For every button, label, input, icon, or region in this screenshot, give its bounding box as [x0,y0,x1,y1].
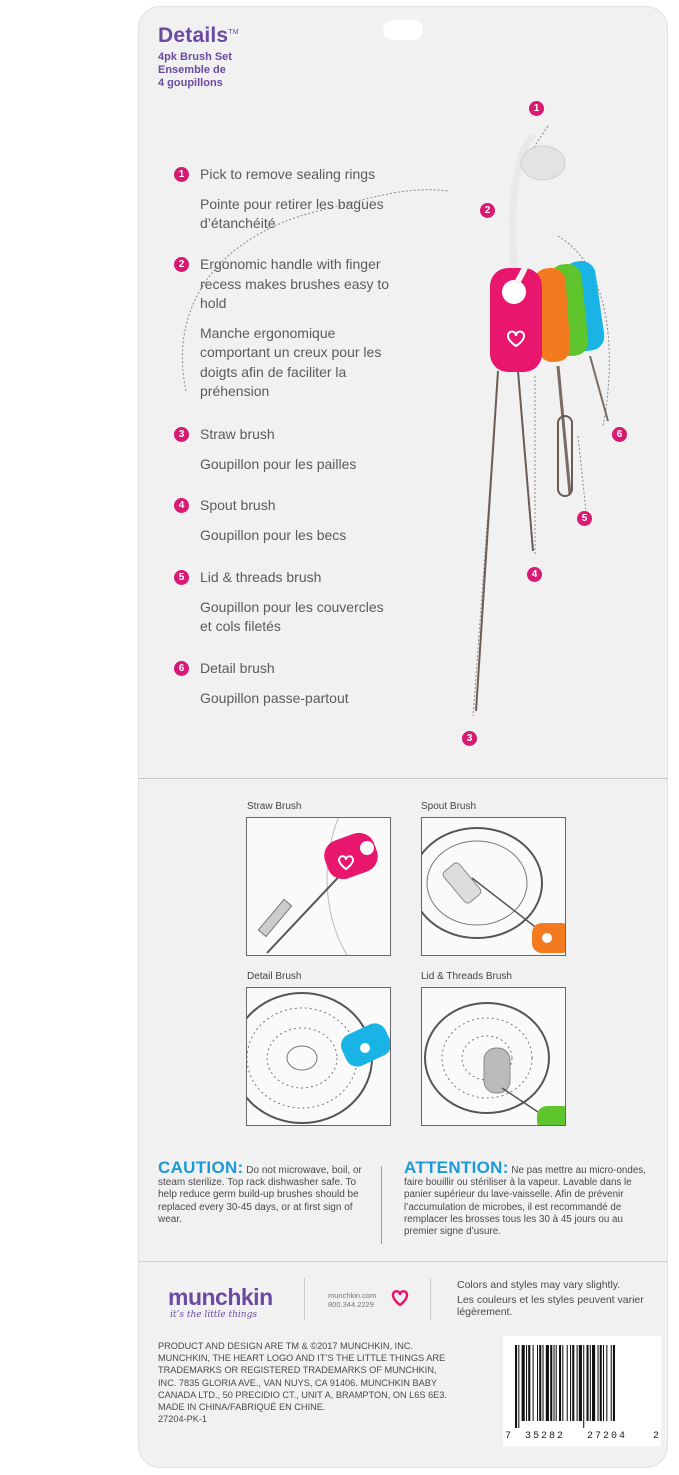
heart-icon [390,1289,410,1307]
caution-heading: CAUTION: [158,1158,244,1177]
attention-text: Ne pas mettre au micro-ondes, faire bouillir ou stériliser à la vapeur. Lavable dans le panier supérieur du lave-vaisselle. Afin de prévenir l’accumulation de microbes, il est recommandé de remplacer les brosses tous les 30 à 45 jours ou au premier signe d’usure. [404,1165,646,1238]
feature-number: 5 [174,570,189,585]
attention-block [404,1158,654,1238]
section-divider [138,778,668,779]
legal-text [158,1340,448,1425]
barcode [503,1336,661,1446]
feature-fr: Goupillon passe-partout [200,689,349,706]
feature-en: Ergonomic handle with finger recess makes brushes easy to hold [200,256,390,311]
panel-label-spout: Spout Brush [421,801,477,812]
details-title: Details™ [158,24,239,47]
colors-note-fr: Les couleurs et les styles peuvent varier légèrement. [457,1293,644,1318]
feature-en: Detail brush [200,660,275,676]
trademark-mark: TM [228,29,239,36]
panel-label-straw: Straw Brush [247,801,302,812]
attention-heading: ATTENTION: [404,1158,509,1177]
panel-label-lid: Lid & Threads Brush [421,971,512,982]
callout-3: 3 [462,731,477,746]
feature-number: 2 [174,257,189,272]
barcode-left-digits: 35282 [525,1431,566,1442]
caution-block [158,1158,366,1226]
callout-4: 4 [527,567,542,582]
feature-en: Straw brush [200,426,275,442]
product-code: 27204-PK-1 [158,1414,208,1425]
caution-text: Do not microwave, boil, or steam sterilize. Top rack dishwasher safe. To help reduce germ build-up brushes should be replaced every 30-45 days, or at first sign of wear. [158,1165,362,1225]
package-back-card [138,6,668,1468]
panel-label-detail: Detail Brush [247,971,302,982]
colors-note [457,1279,657,1319]
detail-brush-panel [246,987,391,1126]
feature-en: Spout brush [200,497,276,513]
feature-number: 6 [174,661,189,676]
barcode-right-digits: 27204 [587,1431,628,1442]
feature-4 [174,496,404,545]
feature-fr: Goupillon pour les becs [200,526,347,543]
brand-separator [304,1278,305,1320]
feature-5 [174,568,404,637]
feature-number: 4 [174,498,189,513]
footer-divider [138,1261,668,1262]
straw-brush-panel [246,817,391,956]
colors-note-en: Colors and styles may vary slightly. [457,1279,621,1291]
feature-3 [174,425,404,474]
feature-fr: Goupillon pour les couvercles et cols filetés [200,598,384,634]
feature-fr: Pointe pour retirer les bagues d’étanchéité [200,195,384,231]
caution-separator [381,1166,382,1244]
feature-fr: Goupillon pour les pailles [200,455,357,472]
tagline: it’s the little things [170,1310,257,1320]
spout-brush-panel [421,817,566,956]
barcode-lead-digit: 7 [505,1431,512,1442]
feature-fr: Manche ergonomique comportant un creux pour les doigts afin de faciliter la préhension [200,324,382,399]
callout-2: 2 [480,203,495,218]
munchkin-logo: munchkin [168,1284,273,1310]
feature-1 [174,165,404,234]
feature-number: 1 [174,167,189,182]
feature-number: 3 [174,427,189,442]
subtitle-fr-2: 4 goupillons [158,77,223,89]
lid-threads-brush-panel [421,987,566,1126]
feature-en: Pick to remove sealing rings [200,166,376,182]
subtitle-fr-1: Ensemble de [158,64,226,76]
barcode-check-digit: 2 [653,1431,660,1442]
website: munchkin.com [328,1291,377,1300]
legal-body: PRODUCT AND DESIGN ARE TM & ©2017 MUNCHKIN, INC. MUNCHKIN, THE HEART LOGO AND IT’S THE LITTLE THINGS ARE TRADEMARKS OR REGISTERED TRADEMARKS OF MUNCHKIN, INC. 7835 GLORIA AVE., VAN NUYS, CA 91406. MUNCHKIN BABY CANADA LTD., 50 PRECIDIO CT., UNIT A, BRAMPTON, ON L6S 6E3. MADE IN CHINA/FABRIQUÉ EN CHINE. [158,1341,447,1413]
colors-separator [430,1278,431,1320]
subtitle-en: 4pk Brush Set [158,51,232,63]
barcode-bars [515,1345,649,1428]
feature-2 [174,255,404,402]
callout-1: 1 [529,101,544,116]
feature-en: Lid & threads brush [200,569,322,585]
contact-info [328,1291,376,1309]
phone: 800.344.2229 [328,1300,374,1309]
callout-6: 6 [612,427,627,442]
feature-6 [174,659,404,708]
callout-5: 5 [577,511,592,526]
